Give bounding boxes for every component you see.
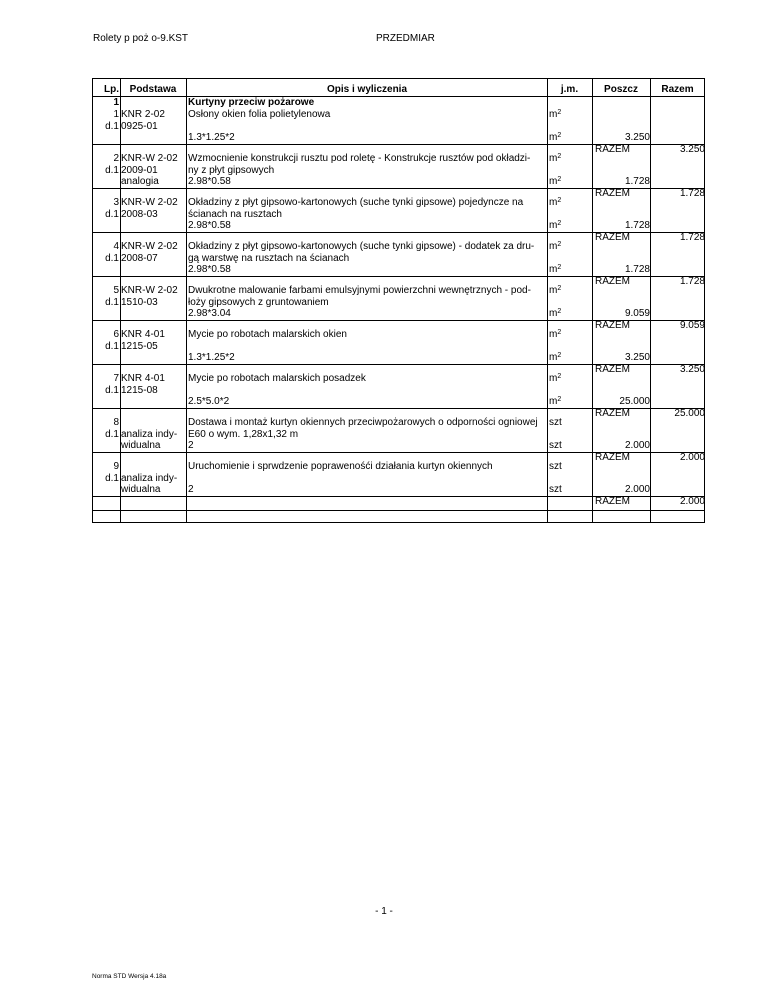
item-calculation: 1.3*1.25*2 [188,132,235,143]
unit-base: m [549,285,558,296]
item-podstawa: analogia [121,176,159,187]
unit-base: m [549,264,558,275]
item-calc-unit: szt [549,484,562,495]
item-podstawa: 0925-01 [121,120,158,132]
unit-exponent: 2 [557,308,562,315]
item-lp: 3 [113,197,119,208]
item-podstawa: KNR-W 2-02 [121,153,178,164]
item-poszcz-value: 9.059 [624,308,650,319]
item-razem-value: 3.250 [679,143,705,155]
item-unit: szt [549,461,562,472]
razem-label: RAZEM [595,231,630,243]
item-podstawa: 2008-03 [121,208,158,220]
item-calc-unit: szt [549,440,562,451]
table-column-border [592,78,593,522]
item-description: Okładziny z płyt gipsowo-kartonowych (suche tynki gipsowe) pojedyncze na [188,197,524,208]
item-lp-sub: d.1 [105,252,119,264]
item-calc-unit [549,352,561,364]
software-version: Norma STD Wersja 4.18a [92,973,167,980]
item-podstawa: 1215-05 [121,340,158,352]
unit-exponent: 2 [557,176,562,183]
unit-base: m [549,308,558,319]
item-poszcz-value: 1.728 [624,176,650,187]
item-podstawa: KNR-W 2-02 [121,197,178,208]
item-description: E60 o wym. 1,28x1,32 m [188,428,299,440]
item-lp-sub: d.1 [105,296,119,308]
item-description: ny z płyt gipsowych [188,164,275,176]
item-razem-value: 2.000 [679,451,705,463]
item-podstawa: 2008-07 [121,252,158,264]
item-razem-value: 1.728 [679,187,705,199]
item-calculation: 2.98*0.58 [188,176,231,187]
table-row-border [92,144,705,145]
unit-base: m [549,197,558,208]
item-description: Mycie po robotach malarskich posadzek [188,373,366,384]
item-razem-value: 1.728 [679,231,705,243]
item-calculation: 2.98*0.58 [188,264,231,275]
unit-exponent: 2 [557,197,562,204]
razem-label: RAZEM [595,319,630,331]
item-podstawa: analiza indy- [121,472,178,484]
item-unit [549,373,561,385]
item-razem-value: 2.000 [679,495,705,507]
col-header-podstawa: Podstawa [129,84,177,95]
page-number: - 1 - [375,906,393,917]
item-lp-sub: d.1 [105,120,119,132]
item-calculation: 2.98*0.58 [188,220,231,231]
item-poszcz-value: 1.728 [624,220,650,231]
item-razem-value: 1.728 [679,275,705,287]
table-column-border [650,78,651,522]
table-row-border [92,276,705,277]
col-header-opis: Opis i wyliczenia [326,84,408,95]
table-row-border [92,320,705,321]
item-description: Mycie po robotach malarskich okien [188,329,347,340]
item-lp: 4 [113,241,119,252]
table-row-border [92,96,705,97]
item-unit [549,285,561,297]
unit-exponent: 2 [557,396,562,403]
item-podstawa: 1215-08 [121,384,158,396]
item-podstawa: widualna [121,440,161,451]
item-description: Osłony okien folia polietylenowa [188,109,331,120]
item-lp: 8 [113,417,119,428]
unit-base: m [549,109,558,120]
unit-exponent: 2 [557,153,562,160]
item-lp-sub: d.1 [105,384,119,396]
table-row-border [92,408,705,409]
unit-base: m [549,220,558,231]
item-lp: 1 [113,109,119,120]
item-calc-unit [549,220,561,232]
item-unit: szt [549,417,562,428]
unit-base: m [549,329,558,340]
item-podstawa: 1510-03 [121,296,158,308]
item-calc-unit [549,264,561,276]
item-calc-unit [549,396,561,408]
unit-base: m [549,396,558,407]
item-lp-sub: d.1 [105,164,119,176]
unit-exponent: 2 [557,285,562,292]
table-row-border [92,188,705,189]
unit-base: m [549,241,558,252]
document-filename: Rolety p poż o-9.KST [93,33,189,44]
item-lp: 9 [113,461,119,472]
table-row-border [92,78,705,79]
document-title: PRZEDMIAR [376,33,435,44]
item-lp-sub: d.1 [105,428,119,440]
table-row-border [92,452,705,453]
item-podstawa: KNR-W 2-02 [121,241,178,252]
item-description: gą warstwę na rusztach na ścianach [188,252,350,264]
item-poszcz-value: 1.728 [624,264,650,275]
table-row-border [92,522,705,523]
item-razem-value: 25.000 [674,407,705,419]
unit-exponent: 2 [557,373,562,380]
item-lp-sub: d.1 [105,208,119,220]
col-header-poszcz: Poszcz [604,84,638,95]
col-header-lp: Lp. [104,84,119,95]
item-calculation: 2.98*3.04 [188,308,231,319]
item-podstawa: KNR-W 2-02 [121,285,178,296]
item-poszcz-value: 3.250 [624,352,650,363]
item-lp-sub: d.1 [105,340,119,352]
item-razem-value: 3.250 [679,363,705,375]
table-column-border [92,78,93,522]
item-lp: 5 [113,285,119,296]
item-description: ścianach na rusztach [188,208,282,220]
item-poszcz-value: 25.000 [619,396,650,407]
razem-label: RAZEM [595,495,630,507]
item-podstawa: widualna [121,484,161,495]
przedmiar-table [92,78,705,522]
razem-label: RAZEM [595,451,630,463]
razem-label: RAZEM [595,187,630,199]
unit-exponent: 2 [557,220,562,227]
item-lp: 6 [113,329,119,340]
item-calculation: 2 [188,440,194,451]
item-poszcz-value: 3.250 [624,132,650,143]
item-calc-unit [549,176,561,188]
item-calc-unit [549,132,561,144]
item-description: Okładziny z płyt gipsowo-kartonowych (suche tynki gipsowe) - dodatek za dru- [188,241,535,252]
item-description: Wzmocnienie konstrukcji rusztu pod roletę - Konstrukcje rusztów pod okładzi- [188,153,531,164]
item-calculation: 2.5*5.0*2 [188,396,230,407]
table-column-border [186,78,187,522]
unit-base: m [549,373,558,384]
item-podstawa: 2009-01 [121,164,158,176]
item-podstawa: KNR 2-02 [121,109,165,120]
item-calculation: 1.3*1.25*2 [188,352,235,363]
item-calculation: 2 [188,484,194,495]
item-description: łoży gipsowych z gruntowaniem [188,296,329,308]
unit-exponent: 2 [557,109,562,116]
unit-exponent: 2 [557,264,562,271]
item-calc-unit [549,308,561,320]
unit-base: m [549,132,558,143]
unit-exponent: 2 [557,241,562,248]
item-description: Uruchomienie i sprwdzenie poprawenośći działania kurtyn okiennych [188,461,493,472]
item-unit [549,109,561,121]
table-row-border [92,364,705,365]
table-column-border [120,78,121,522]
unit-base: m [549,153,558,164]
item-lp-sub: d.1 [105,472,119,484]
item-poszcz-value: 2.000 [624,440,650,451]
table-row-border [92,496,705,497]
razem-label: RAZEM [595,143,630,155]
razem-label: RAZEM [595,407,630,419]
col-header-razem: Razem [661,84,694,95]
razem-label: RAZEM [595,275,630,287]
unit-base: m [549,352,558,363]
item-unit [549,329,561,341]
item-unit [549,153,561,165]
unit-exponent: 2 [557,329,562,336]
item-podstawa: analiza indy- [121,428,178,440]
razem-label: RAZEM [595,363,630,375]
unit-exponent: 2 [557,352,562,359]
item-unit [549,197,561,209]
table-row-border [92,510,705,511]
section-number: 1 [113,97,119,108]
item-podstawa: KNR 4-01 [121,373,165,384]
unit-base: m [549,176,558,187]
item-description: Dostawa i montaż kurtyn okiennych przeciwpożarowych o odporności ogniowej [188,417,538,428]
item-unit [549,241,561,253]
item-podstawa: KNR 4-01 [121,329,165,340]
item-razem-value: 9.059 [679,319,705,331]
unit-exponent: 2 [557,132,562,139]
item-description: Dwukrotne malowanie farbami emulsyjnymi powierzchni wewnętrznych - pod- [188,285,531,296]
item-lp: 7 [113,373,119,384]
section-title: Kurtyny przeciw pożarowe [188,97,315,108]
table-row-border [92,232,705,233]
col-header-jm: j.m. [560,84,579,95]
table-column-border [704,78,705,522]
item-lp: 2 [113,153,119,164]
table-column-border [547,78,548,522]
item-poszcz-value: 2.000 [624,484,650,495]
